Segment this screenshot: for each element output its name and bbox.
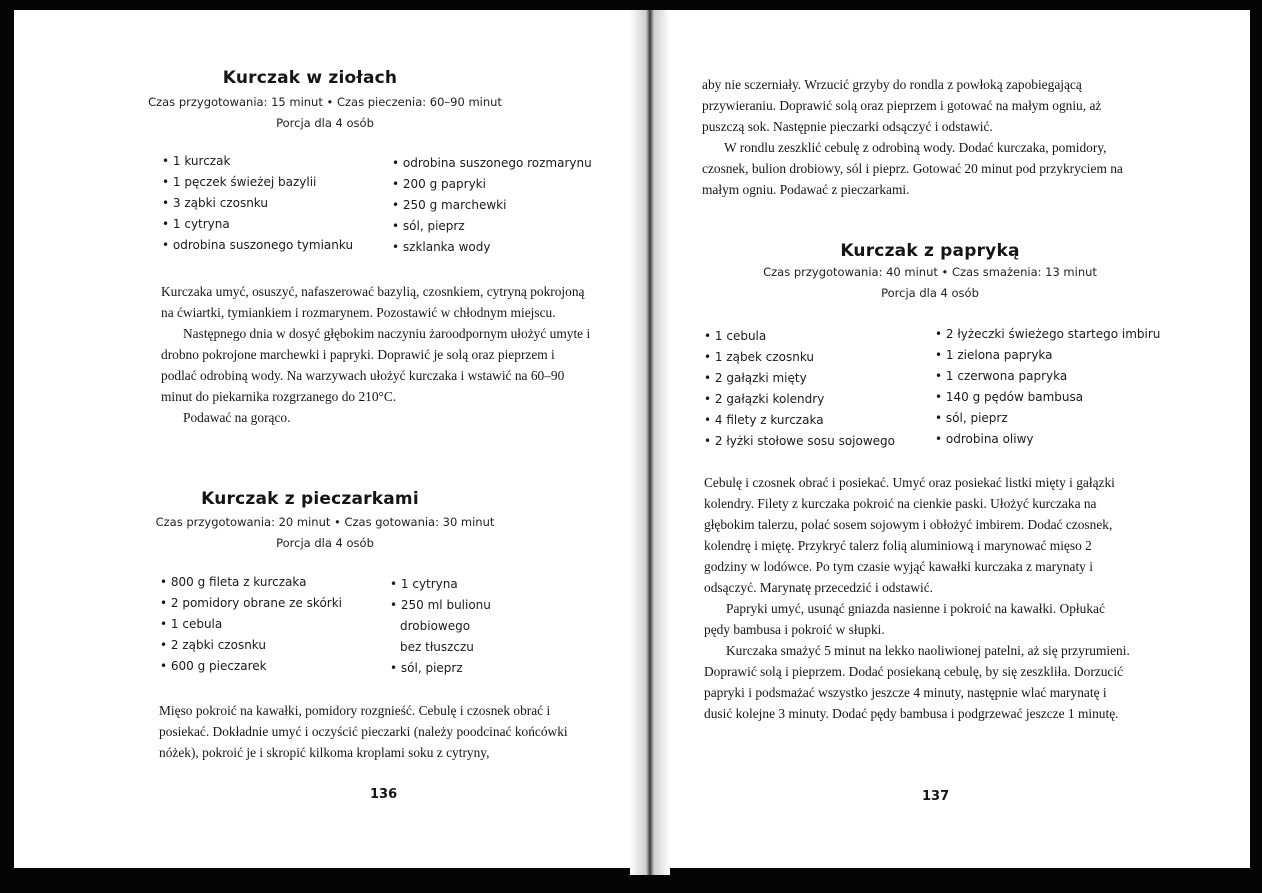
- ingredient-item: • 140 g pędów bambusa: [935, 390, 1084, 404]
- ingredient-item: • szklanka wody: [392, 240, 491, 254]
- ingredient-item: • 1 pęczek świeżej bazylii: [162, 175, 317, 189]
- paragraph: aby nie sczerniały. Wrzucić grzyby do rondla z powłoką zapobiegającą przywieraniu. Doprawić solą oraz pieprzem i gotować na małym ogniu, aż puszczą sok. Następnie pieczarki odsączyć i odstawić.: [702, 77, 1102, 134]
- ingredient-item: • 4 filety z kurczaka: [704, 413, 824, 427]
- ingredient-item: • 200 g papryki: [392, 177, 486, 191]
- paragraph: Kurczaka smażyć 5 minut na lekko naoliwionej patelni, aż się przyrumieni. Doprawić solą i pieprzem. Dodać posiekaną cebulę, by się zeszkliła. Dorzucić papryki i podsmażać wszystko jeszcze 4 minuty, następnie wlać marynatę i dusić kolejne 3 minuty. Dodać pędy bambusa i podgrzewać jeszcze 1 minutę.: [704, 643, 1130, 721]
- ingredient-item: • sól, pieprz: [935, 411, 1008, 425]
- paragraph: Mięso pokroić na kawałki, pomidory rozgnieść. Cebulę i czosnek obrać i posiekać. Dokładnie umyć i oczyścić pieczarki (należy poodcinać końcówki nóżek), pokroić je i skropić kilkoma kroplami soku z cytryny,: [159, 703, 568, 760]
- ingredient-item-continued: drobiowego: [400, 619, 471, 633]
- ingredient-item: • 2 gałązki mięty: [704, 371, 807, 385]
- ingredients-left-peppers: [704, 326, 895, 452]
- ingredients-right-peppers: [935, 324, 1160, 450]
- ingredient-item: • odrobina oliwy: [935, 432, 1034, 446]
- ingredient-item: • 2 ząbki czosnku: [160, 638, 266, 652]
- recipe-times: Czas przygotowania: 40 minut • Czas smażenia: 13 minut: [763, 265, 1097, 279]
- ingredients-right-herbs: [392, 153, 592, 258]
- ingredient-item: • 2 pomidory obrane ze skórki: [160, 596, 343, 610]
- recipe-servings: Porcja dla 4 osób: [276, 116, 374, 130]
- ingredients-right-mushrooms: [390, 574, 491, 679]
- ingredient-item: • 1 czerwona papryka: [935, 369, 1068, 383]
- ingredient-item: • 800 g fileta z kurczaka: [160, 575, 307, 589]
- recipe-title-mushrooms: Kurczak z pieczarkami: [201, 489, 419, 509]
- ingredient-item: • 1 cytryna: [162, 217, 230, 231]
- paragraph: Papryki umyć, usunąć gniazda nasienne i pokroić na kawałki. Opłukać pędy bambusa i pokroić w słupki.: [704, 601, 1105, 637]
- ingredient-item: • odrobina suszonego rozmarynu: [392, 156, 592, 170]
- ingredient-item: • 2 łyżki stołowe sosu sojowego: [704, 434, 896, 448]
- ingredient-item: • 250 g marchewki: [392, 198, 507, 212]
- recipe-meta-herbs: [115, 92, 535, 134]
- ingredient-item: • 1 ząbek czosnku: [704, 350, 815, 364]
- recipe-servings: Porcja dla 4 osób: [881, 286, 979, 300]
- recipe-body-mushrooms: [159, 700, 591, 763]
- paragraph: Podawać na gorąco.: [183, 410, 291, 425]
- recipe-servings: Porcja dla 4 osób: [276, 536, 374, 550]
- ingredient-item: • 1 cytryna: [390, 577, 458, 591]
- recipe-body-peppers: [704, 472, 1134, 724]
- recipe-body-herbs: [161, 281, 591, 428]
- left-page: [20, 0, 630, 893]
- ingredient-item: • 2 łyżeczki świeżego startego imbiru: [935, 327, 1161, 341]
- paragraph: Kurczaka umyć, osuszyć, nafaszerować bazylią, czosnkiem, cytryną pokrojoną na ćwiartki, tymiankiem i rozmarynem. Pozostawić w chłodnym miejscu.: [161, 284, 585, 320]
- recipe-meta-mushrooms: [115, 512, 535, 554]
- ingredient-item: • 1 cebula: [704, 329, 767, 343]
- ingredient-item: • 600 g pieczarek: [160, 659, 267, 673]
- recipe-times: Czas przygotowania: 20 minut • Czas gotowania: 30 minut: [155, 515, 495, 529]
- recipe-title-herbs: Kurczak w ziołach: [222, 68, 398, 88]
- ingredient-item: • 1 kurczak: [162, 154, 231, 168]
- ingredient-item: • sól, pieprz: [392, 219, 465, 233]
- ingredient-item: • odrobina suszonego tymianku: [162, 238, 354, 252]
- recipe-body-mushrooms-continued: [702, 74, 1134, 200]
- ingredient-item: • 1 zielona papryka: [935, 348, 1053, 362]
- page-number-right: 137: [922, 789, 950, 804]
- page-number-left: 136: [370, 787, 398, 802]
- ingredient-item: • sól, pieprz: [390, 661, 463, 675]
- ingredient-item: • 1 cebula: [160, 617, 223, 631]
- ingredient-item: • 250 ml bulionu: [390, 598, 491, 612]
- ingredients-left-mushrooms: [160, 572, 342, 677]
- ingredients-left-herbs: [162, 151, 353, 256]
- paragraph: W rondlu zeszklić cebulę z odrobiną wody. Dodać kurczaka, pomidory, czosnek, bulion drobiowy, sól i pieprz. Gotować 20 minut pod przykryciem na małym ogniu. Podawać z pieczarkami.: [702, 140, 1123, 197]
- recipe-title-peppers: Kurczak z papryką: [840, 241, 1020, 261]
- scan-left-edge: [0, 0, 14, 893]
- ingredient-item-continued: bez tłuszczu: [400, 640, 474, 654]
- paragraph: Następnego dnia w dosyć głębokim naczyniu żaroodpornym ułożyć umyte i drobno pokrojone marchewki i papryki. Doprawić je solą oraz pieprzem i podlać odrobiną wody. Na warzywach ułożyć kurczaka i wstawić na 60–90 minut do piekarnika rozgrzanego do 210°C.: [161, 326, 591, 404]
- recipe-times: Czas przygotowania: 15 minut • Czas pieczenia: 60–90 minut: [148, 95, 502, 109]
- paragraph: Cebulę i czosnek obrać i posiekać. Umyć oraz posiekać listki mięty i gałązki kolendry. Filety z kurczaka pokroić na cienkie paski. Ułożyć kurczaka na głębokim talerzu, polać sosem sojowym i obłożyć imbirem. Dodać czosnek, kolendrę i miętę. Przykryć talerz folią aluminiową i marynować mięso 2 godziny w lodówce. Po tym czasie wyjąć kawałki kurczaka z marynaty i odsączyć. Marynatę przecedzić i odstawić.: [704, 475, 1115, 595]
- scan-right-edge: [1250, 0, 1262, 893]
- right-page: [670, 0, 1250, 893]
- ingredient-item: • 3 ząbki czosnku: [162, 196, 268, 210]
- recipe-meta-peppers: [720, 262, 1140, 304]
- ingredient-item: • 2 gałązki kolendry: [704, 392, 825, 406]
- book-gutter: [630, 10, 670, 875]
